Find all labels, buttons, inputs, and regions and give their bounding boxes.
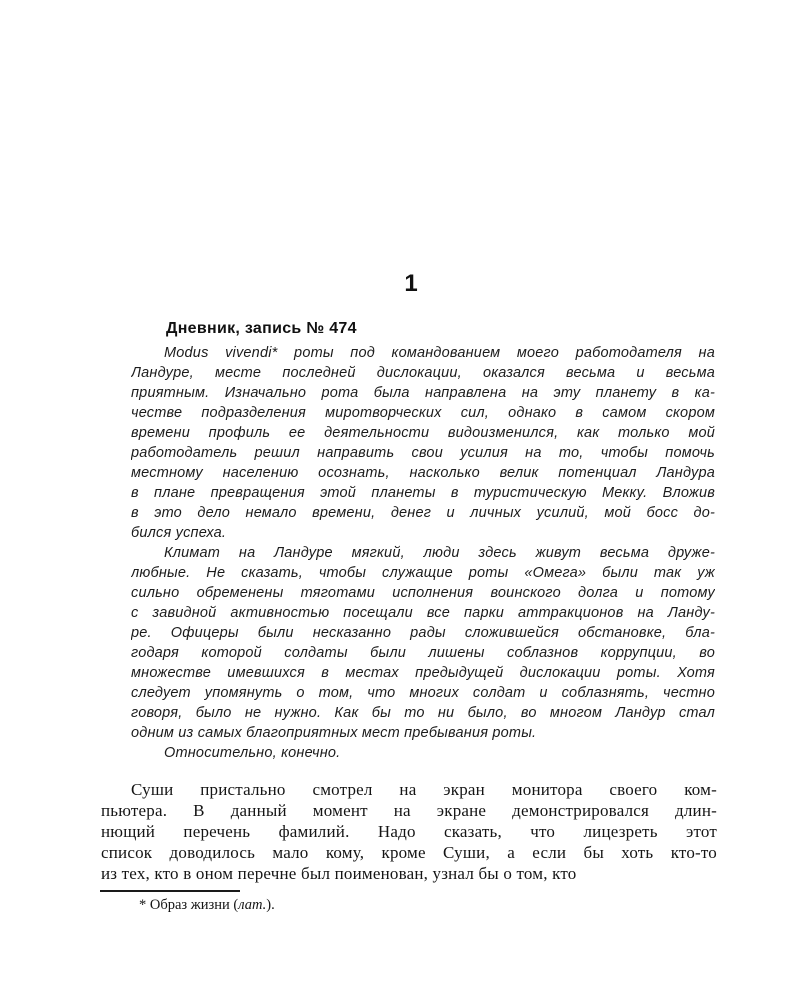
diary-line: говоря, было не нужно. Как бы то ни было, во многом Ландур стал <box>131 705 715 721</box>
diary-line: Относительно, конечно. <box>164 745 341 761</box>
narrative-line: список доводилось мало кому, кроме Суши, а если бы хоть кто-то <box>101 843 717 862</box>
diary-line: местному населению осознать, насколько велик потенциал Ландура <box>131 465 715 481</box>
diary-line: времени профиль ее деятельности видоизменился, как только мой <box>131 425 715 441</box>
footnote <box>101 896 717 914</box>
footnote-term: лат. <box>238 897 267 913</box>
footnote-text-end: ). <box>266 897 275 913</box>
chapter-number: 1 <box>404 270 418 297</box>
narrative-line: Суши пристально смотрел на экран монитора своего ком- <box>131 780 717 799</box>
diary-line: Климат на Ландуре мягкий, люди здесь живут весьма друже- <box>164 545 715 561</box>
diary-line: множестве имевшихся в местах предыдущей дислокации роты. Хотя <box>131 665 715 681</box>
diary-line: Ландуре, месте последней дислокации, оказался весьма и весьма <box>131 365 715 381</box>
diary-line: сильно обременены тяготами исполнения воинского долга и потому <box>131 585 715 601</box>
diary-line: с завидной активностью посещали все парки аттракционов на Ланду- <box>131 605 715 621</box>
footnote-separator <box>100 890 240 892</box>
footnote-text: Образ жизни ( <box>146 897 239 913</box>
diary-line: годаря которой солдаты были лишены соблазнов коррупции, во <box>131 645 715 661</box>
diary-heading: Дневник, запись № 474 <box>166 320 357 337</box>
diary-line: работодатель решил направить свои усилия на то, чтобы помочь <box>131 445 715 461</box>
diary-paragraph <box>131 543 715 743</box>
diary-paragraph <box>131 743 715 763</box>
diary-paragraph <box>131 343 715 543</box>
diary-line: бился успеха. <box>131 525 227 541</box>
diary-line: одним из самых благоприятных мест пребывания роты. <box>131 725 537 741</box>
diary-entry <box>131 343 715 763</box>
narrative-line: пьютера. В данный момент на экране демонстрировался длин- <box>101 801 717 820</box>
footnote-marker: * <box>139 897 147 913</box>
diary-line: Modus vivendi* роты под командованием моего работодателя на <box>164 345 715 361</box>
diary-line: в плане превращения этой планеты в туристическую Мекку. Вложив <box>131 485 715 501</box>
diary-line: следует упомянуть о том, что многих солдат и соблазнять, честно <box>131 685 715 701</box>
diary-line: в это дело немало времени, денег и личных усилий, мой босс до- <box>131 505 715 521</box>
diary-line: любные. Не сказать, чтобы служащие роты «Омега» были так уж <box>131 565 715 581</box>
narrative-paragraph <box>101 779 717 884</box>
narrative-line: нющий перечень фамилий. Надо сказать, что лицезреть этот <box>101 822 717 841</box>
diary-line: честве подразделения миротворческих сил, однако в самом скором <box>131 405 715 421</box>
narrative-line: из тех, кто в оном перечне был поименован, узнал бы о том, кто <box>101 864 577 883</box>
diary-line: приятным. Изначально рота была направлена на эту планету в ка- <box>131 385 715 401</box>
diary-line: ре. Офицеры были несказанно рады сложившейся обстановке, бла- <box>131 625 715 641</box>
